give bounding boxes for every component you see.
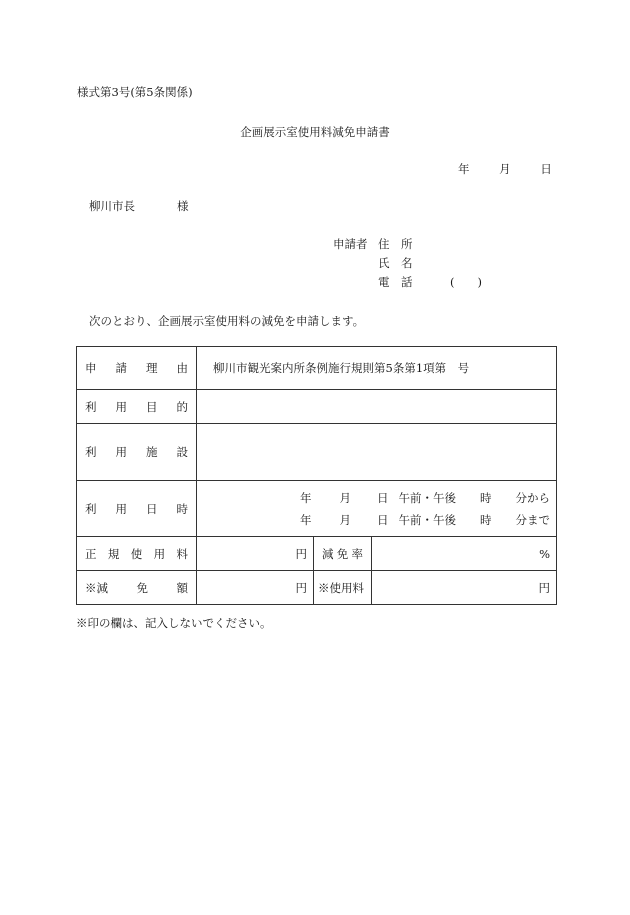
date-year: 年 <box>458 162 470 176</box>
form-number: 様式第3号(第5条関係) <box>77 85 193 99</box>
datetime-to-line: 年 月 日 午前・午後 時 分まで <box>300 512 550 527</box>
reduction-amount-label-cell: ※減 免 額 <box>77 571 197 605</box>
application-table <box>76 346 557 605</box>
usage-fee-unit: 円 <box>538 580 550 595</box>
purpose-label-cell: 利 用 目 的 <box>77 390 197 424</box>
reduction-rate-input[interactable] <box>372 537 557 571</box>
addressee-honorific: 様 <box>177 199 189 213</box>
row-purpose <box>77 390 557 424</box>
addressee-name: 柳川市長 <box>89 199 135 213</box>
row-fees <box>77 537 557 571</box>
regular-fee-unit: 円 <box>295 546 307 561</box>
purpose-input[interactable] <box>197 390 557 424</box>
document-title: 企画展示室使用料減免申請書 <box>240 125 390 139</box>
reason-label-cell: 申 請 理 由 <box>77 347 197 390</box>
row-amounts <box>77 571 557 605</box>
row-datetime <box>77 481 557 537</box>
phone-label: 電 話 <box>378 275 413 289</box>
datetime-label-cell: 利 用 日 時 <box>77 481 197 537</box>
row-facility <box>77 424 557 481</box>
date-month: 月 <box>499 162 511 176</box>
reduction-rate-label-cell: 減 免 率 <box>314 537 372 571</box>
date-day: 日 <box>540 162 552 176</box>
phone-parentheses: ( ) <box>450 275 482 289</box>
footnote: ※印の欄は、記入しないでください。 <box>76 616 272 630</box>
reason-value: 柳川市観光案内所条例施行規則第5条第1項第 号 <box>197 347 557 390</box>
datetime-input[interactable] <box>197 481 557 537</box>
date-line <box>458 161 552 177</box>
regular-fee-label-cell: 正 規 使 用 料 <box>77 537 197 571</box>
name-label: 氏 名 <box>378 256 413 270</box>
facility-input[interactable] <box>197 424 557 481</box>
row-reason <box>77 347 557 390</box>
facility-label-cell: 利 用 施 設 <box>77 424 197 481</box>
reduction-amount-input <box>197 571 314 605</box>
intro-text: 次のとおり、企画展示室使用料の減免を申請します。 <box>89 314 365 328</box>
usage-fee-input <box>372 571 557 605</box>
reduction-amount-unit: 円 <box>295 580 307 595</box>
addressee <box>89 198 189 214</box>
usage-fee-label: ※使用料 <box>314 571 372 605</box>
address-label: 住 所 <box>378 237 413 251</box>
datetime-from-line: 年 月 日 午前・午後 時 分から <box>300 490 550 505</box>
applicant-label: 申請者 <box>333 237 368 251</box>
reduction-rate-unit: % <box>539 546 550 561</box>
regular-fee-input[interactable] <box>197 537 314 571</box>
